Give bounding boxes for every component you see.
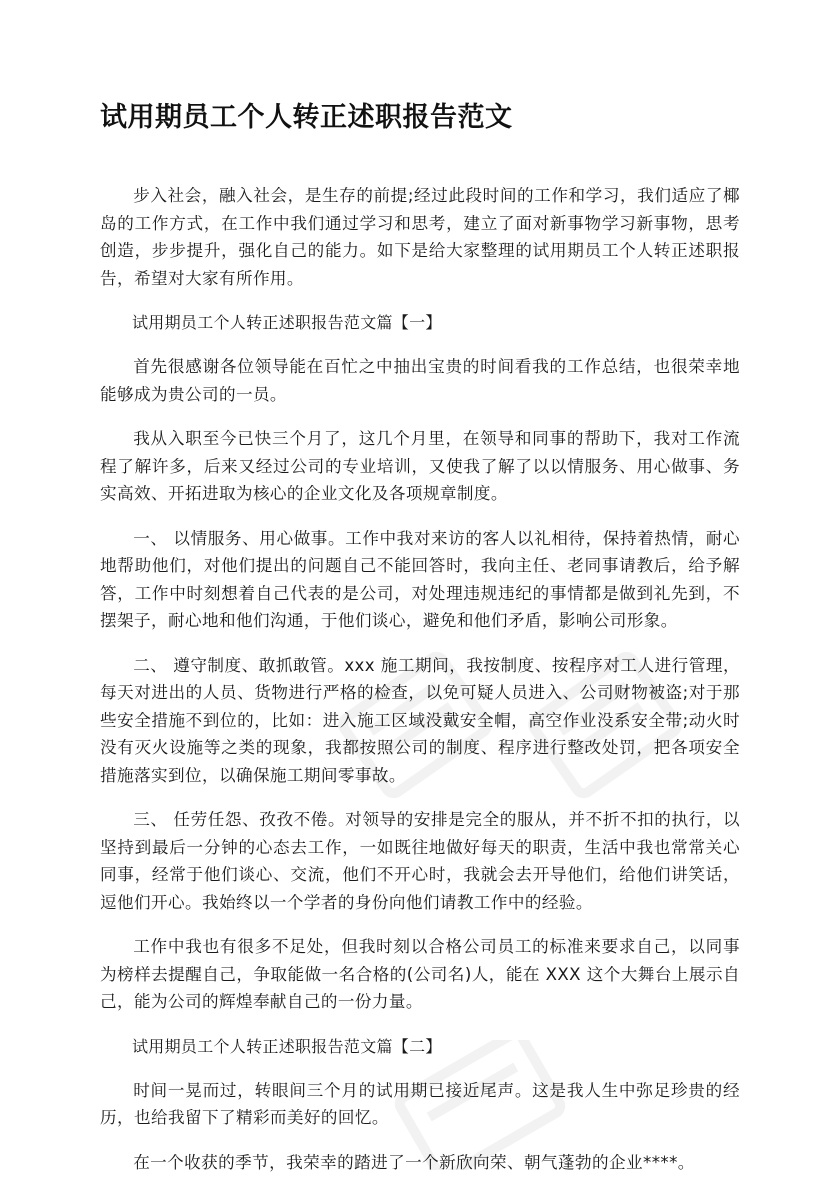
body-paragraph: 工作中我也有很多不足处，但我时刻以合格公司员工的标准来要求自己，以同事为榜样去提醒自己，争取能做一名合格的(公司名)人，能在 XXX 这个大舞台上展示自己，能为公司的辉煌奉献自己的一份力量。 bbox=[100, 937, 740, 1011]
body-paragraph: 我从入职至今已快三个月了，这几个月里，在领导和同事的帮助下，我对工作流程了解许多，后来又经过公司的专业培训，又使我了解了以以情服务、用心做事、务实高效、开拓进取为核心的企业文化及各项规章制度。 bbox=[100, 429, 740, 503]
body-paragraph: 二、 遵守制度、敢抓敢管。xxx 施工期间，我按制度、按程序对工人进行管理，每天对进出的人员、货物进行严格的检查，以免可疑人员进入、公司财物被盗;对于那些安全措施不到位的，比如：进入施工区域没戴安全帽，高空作业没系安全带;动火时没有灭火设施等之类的现象，我都按照公司的制度、程序进行整改处罚，把各项安全措施落实到位，以确保施工期间零事故。 bbox=[100, 655, 740, 785]
body-paragraph: 首先很感谢各位领导能在百忙之中抽出宝贵的时间看我的工作总结，也很荣幸地能够成为贵公司的一员。 bbox=[100, 357, 740, 404]
section-heading-1: 试用期员工个人转正述职报告范文篇【一】 bbox=[132, 313, 442, 332]
document-title: 试用期员工个人转正述职报告范文 bbox=[100, 102, 513, 133]
intro-paragraph: 步入社会，融入社会，是生存的前提;经过此段时间的工作和学习，我们适应了椰岛的工作方式，在工作中我们通过学习和思考，建立了面对新事物学习新事物，思考创造，步步提升，强化自己的能力。如下是给大家整理的试用期员工个人转正述职报告，希望对大家有所作用。 bbox=[100, 186, 740, 288]
section-heading-2: 试用期员工个人转正述职报告范文篇【二】 bbox=[132, 1036, 442, 1056]
body-paragraph: 在一个收获的季节，我荣幸的踏进了一个新欣向荣、朝气蓬勃的企业****。 bbox=[133, 1152, 695, 1172]
body-paragraph: 三、 任劳任怨、孜孜不倦。对领导的安排是完全的服从，并不折不扣的执行，以坚持到最后一分钟的心态去工作，一如既往地做好每天的职责，生活中我也常常关心同事，经常于他们谈心、交流，他们不开心时，我就会去开导他们，给他们讲笑话，逗他们开心。我始终以一个学者的身份向他们请教工作中的经验。 bbox=[100, 810, 740, 912]
body-paragraph: 一、 以情服务、用心做事。工作中我对来访的客人以礼相待，保持着热情，耐心地帮助他们，对他们提出的问题自己不能回答时，我向主任、老同事请教后，给予解答，工作中时刻想着自己代表的是公司，对处理违规违纪的事情都是做到礼先到，不摆架子，耐心地和他们沟通，于他们谈心，避免和他们矛盾，影响公司形象。 bbox=[100, 528, 740, 630]
body-paragraph: 时间一晃而过，转眼间三个月的试用期已接近尾声。这是我人生中弥足珍贵的经历，也给我留下了精彩而美好的回忆。 bbox=[100, 1080, 740, 1127]
document-page bbox=[100, 98, 740, 1193]
